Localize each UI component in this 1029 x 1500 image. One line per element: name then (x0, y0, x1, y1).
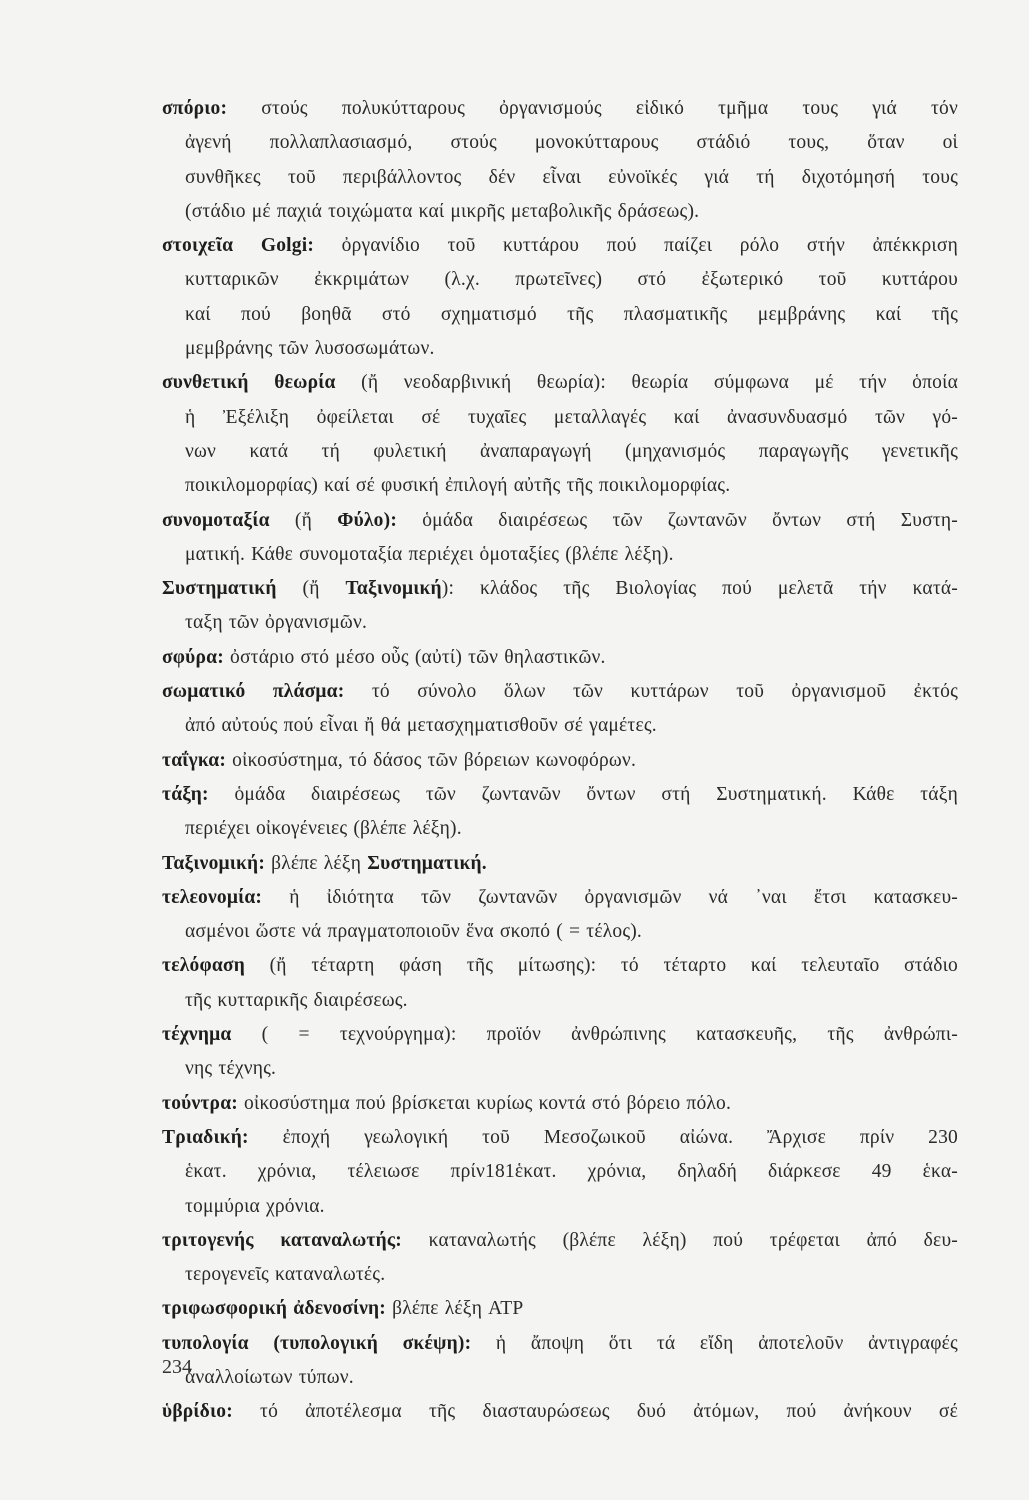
entry-term: ταΐγκα: (162, 749, 227, 771)
entry-line (185, 161, 958, 195)
entry-text: καταναλωτής (βλέπε λέξη) πού τρέφεται ἀπό δευ- (402, 1229, 958, 1251)
entry-text: καί πού βοηθᾶ στό σχηματισμό τῆς πλασματικῆς μεμβράνης καί τῆς (185, 303, 958, 325)
entry-term: Συστηματική (162, 578, 277, 600)
entry-text: ματική. Κάθε συνομοταξία περιέχει ὁμοταξίες (βλέπε λέξη). (185, 543, 674, 565)
entry-line (185, 1361, 958, 1395)
glossary-entry (162, 1292, 958, 1326)
entry-text: ἀπό αὐτούς πού εἶναι ἤ θά μετασχηματισθοῦν σέ γαμέτες. (185, 715, 657, 737)
glossary-entry (162, 744, 958, 778)
entry-first-line (162, 1395, 958, 1429)
entry-first-line (162, 1224, 958, 1258)
entry-first-line (162, 847, 958, 881)
entry-text: ὀργανίδιο τοῦ κυττάρου πού παίζει ρόλο στήν ἀπέκκριση (314, 235, 958, 257)
entry-line (185, 606, 958, 640)
entry-term: τέχνημα (162, 1024, 232, 1046)
entry-line (185, 126, 958, 160)
entry-text: ταξη τῶν ὀργανισμῶν. (185, 612, 368, 634)
entry-line (185, 332, 958, 366)
entry-text: οἰκοσύστημα, τό δάσος τῶν βόρειων κωνοφόρων. (226, 749, 637, 771)
entry-term: τούντρα: (162, 1092, 238, 1114)
entry-text: (ἤ (269, 509, 338, 531)
entry-text: ασμένοι ὥστε νά πραγματοποιοῦν ἕνα σκοπό ( = τέλος). (185, 921, 643, 943)
entry-text: οἰκοσύστημα πού βρίσκεται κυρίως κοντά στό βόρειο πόλο. (237, 1092, 732, 1114)
entry-line (185, 538, 958, 572)
entry-text: συνθῆκες τοῦ περιβάλλοντος δέν εἶναι εὐνοϊκές γιά τή διχοτόμησή τους (185, 166, 958, 188)
glossary-entry (162, 675, 958, 744)
entry-term: τριτογενής καταναλωτής: (162, 1229, 402, 1251)
glossary-page (162, 92, 958, 1430)
entry-first-line (162, 366, 958, 400)
entry-line (185, 1190, 958, 1224)
entry-term: τυπολογία (τυπολογική σκέψη): (162, 1332, 472, 1354)
entry-text: νων κατά τή φυλετική ἀναπαραγωγή (μηχανισμός παραγωγῆς γενετικῆς (185, 440, 958, 462)
entry-line (185, 915, 958, 949)
entry-first-line (162, 949, 958, 983)
entry-text: τῆς κυτταρικῆς διαιρέσεως. (185, 989, 408, 1011)
entry-text: τομμύρια χρόνια. (185, 1195, 325, 1217)
entry-text: ποικιλομορφίας) καί σέ φυσική ἐπιλογή αὐτῆς τῆς ποικιλομορφίας. (185, 475, 731, 497)
glossary-entry (162, 641, 958, 675)
entry-line (185, 401, 958, 435)
entry-term: ὑβρίδιο: (162, 1401, 233, 1423)
entry-first-line (162, 1087, 958, 1121)
entry-term: σωματικό πλάσμα: (162, 681, 345, 703)
glossary-entry (162, 847, 958, 881)
entry-first-line (162, 881, 958, 915)
entry-first-line (162, 1018, 958, 1052)
glossary-entry (162, 949, 958, 1018)
entry-text: τό ἀποτέλεσμα τῆς διασταυρώσεως δυό ἀτόμων, πού ἀνήκουν σέ (232, 1401, 958, 1423)
entry-text: ἀγενή πολλαπλασιασμό, στούς μονοκύτταρους στάδιό τους, ὅταν οἱ (185, 132, 958, 154)
entry-text: ( = τεχνούργημα): προϊόν ἀνθρώπινης κατασκευῆς, τῆς ἀνθρώπι- (231, 1024, 958, 1046)
entry-first-line (162, 504, 958, 538)
entry-line (185, 812, 958, 846)
entry-term: τελεονομία: (162, 886, 263, 908)
glossary-entry (162, 1121, 958, 1224)
entry-term: Συστηματική. (367, 852, 487, 874)
entry-line (185, 263, 958, 297)
entry-line (185, 984, 958, 1018)
entry-line (185, 298, 958, 332)
entry-term: σφύρα: (162, 646, 224, 668)
entry-text: νης τέχνης. (185, 1058, 277, 1080)
entry-text: ἡ ἰδιότητα τῶν ζωντανῶν ὀργανισμῶν νά ᾽ναι ἔτσι κατασκευ- (262, 886, 958, 908)
entry-term: Φύλο): (337, 509, 398, 531)
glossary-entry (162, 1395, 958, 1429)
glossary-entry (162, 229, 958, 366)
entry-text: ): κλάδος τῆς Βιολογίας πού μελετᾶ τήν κατά- (441, 578, 958, 600)
entry-text: (ἤ νεοδαρβινική θεωρία): θεωρία σύμφωνα μέ τήν ὁποία (335, 372, 958, 394)
entry-term: τριφωσφορική ἀδενοσίνη: (162, 1298, 387, 1320)
entry-term: Τριαδική: (162, 1126, 249, 1148)
page-number: 234 (162, 1356, 192, 1378)
glossary-entry (162, 1327, 958, 1396)
glossary-entry (162, 572, 958, 641)
entry-term: συνθετική θεωρία (162, 372, 336, 394)
entry-text: βλέπε λέξη (265, 852, 368, 874)
entry-line (185, 435, 958, 469)
glossary-entry (162, 778, 958, 847)
entry-line (185, 1155, 958, 1189)
entry-text: (στάδιο μέ παχιά τοιχώματα καί μικρῆς μεταβολικῆς δράσεως). (185, 200, 700, 222)
entry-text: κυτταρικῶν ἐκκριμάτων (λ.χ. πρωτεῖνες) στό ἐξωτερικό τοῦ κυττάρου (185, 269, 958, 291)
entry-line (185, 195, 958, 229)
entry-text: ἑκατ. χρόνια, τέλειωσε πρίν181ἑκατ. χρόνια, δηλαδή διάρκεσε 49 ἑκα- (185, 1161, 958, 1183)
entry-term: στοιχεῖα Golgi: (162, 235, 315, 257)
entry-text: ὁμάδα διαιρέσεως τῶν ζωντανῶν ὄντων στή Συστηματική. Κάθε τάξη (208, 783, 958, 805)
glossary-entry (162, 881, 958, 950)
entry-term: Ταξινομική (345, 578, 442, 600)
glossary-entry (162, 1224, 958, 1293)
entry-line (185, 1052, 958, 1086)
entry-first-line (162, 229, 958, 263)
entry-line (185, 1258, 958, 1292)
entry-term: τελόφαση (162, 955, 245, 977)
entry-first-line (162, 675, 958, 709)
entry-first-line (162, 92, 958, 126)
glossary-entry (162, 1087, 958, 1121)
entry-term: τάξη: (162, 783, 209, 805)
glossary-entry (162, 1018, 958, 1087)
entry-first-line (162, 778, 958, 812)
entry-text: ἡ Ἐξέλιξη ὀφείλεται σέ τυχαῖες μεταλλαγές καί ἀνασυνδυασμό τῶν γό- (185, 406, 958, 428)
glossary-entry (162, 366, 958, 503)
entry-text: (ἤ τέταρτη φάση τῆς μίτωσης): τό τέταρτο καί τελευταῖο στάδιο (244, 955, 958, 977)
entry-text: ὁμάδα διαιρέσεως τῶν ζωντανῶν ὄντων στή Συστη- (397, 509, 958, 531)
entry-first-line (162, 641, 958, 675)
entry-text: ἐποχή γεωλογική τοῦ Μεσοζωικοῦ αἰώνα. Ἄρχισε πρίν 230 (248, 1126, 958, 1148)
entry-text: ἀναλλοίωτων τύπων. (185, 1366, 354, 1388)
entry-text: βλέπε λέξη ATP (386, 1298, 524, 1320)
entry-first-line (162, 1121, 958, 1155)
glossary-entry (162, 504, 958, 573)
entry-text: ὀστάριο στό μέσο οὖς (αὐτί) τῶν θηλαστικῶν. (223, 646, 606, 668)
entry-text: τό σύνολο ὅλων τῶν κυττάρων τοῦ ὀργανισμοῦ ἐκτός (344, 681, 958, 703)
entry-text: τερογενεῖς καταναλωτές. (185, 1264, 386, 1286)
entry-first-line (162, 572, 958, 606)
entry-text: ἡ ἄποψη ὅτι τά εἴδη ἀποτελοῦν ἀντιγραφές (471, 1332, 958, 1354)
entry-term: σπόριο: (162, 98, 228, 119)
entry-first-line (162, 744, 958, 778)
entry-text: μεμβράνης τῶν λυσοσωμάτων. (185, 338, 435, 360)
entry-term: Ταξινομική: (162, 852, 266, 874)
glossary-entry (162, 92, 958, 229)
entry-text: στούς πολυκύτταρους ὀργανισμούς εἰδικό τμῆμα τους γιά τόν (227, 98, 958, 119)
entry-first-line (162, 1292, 958, 1326)
entry-first-line (162, 1327, 958, 1361)
entry-line (185, 469, 958, 503)
entry-text: (ἤ (276, 578, 346, 600)
entry-term: συνομοταξία (162, 509, 270, 531)
entry-text: περιέχει οἰκογένειες (βλέπε λέξη). (185, 818, 462, 840)
entry-line (185, 709, 958, 743)
